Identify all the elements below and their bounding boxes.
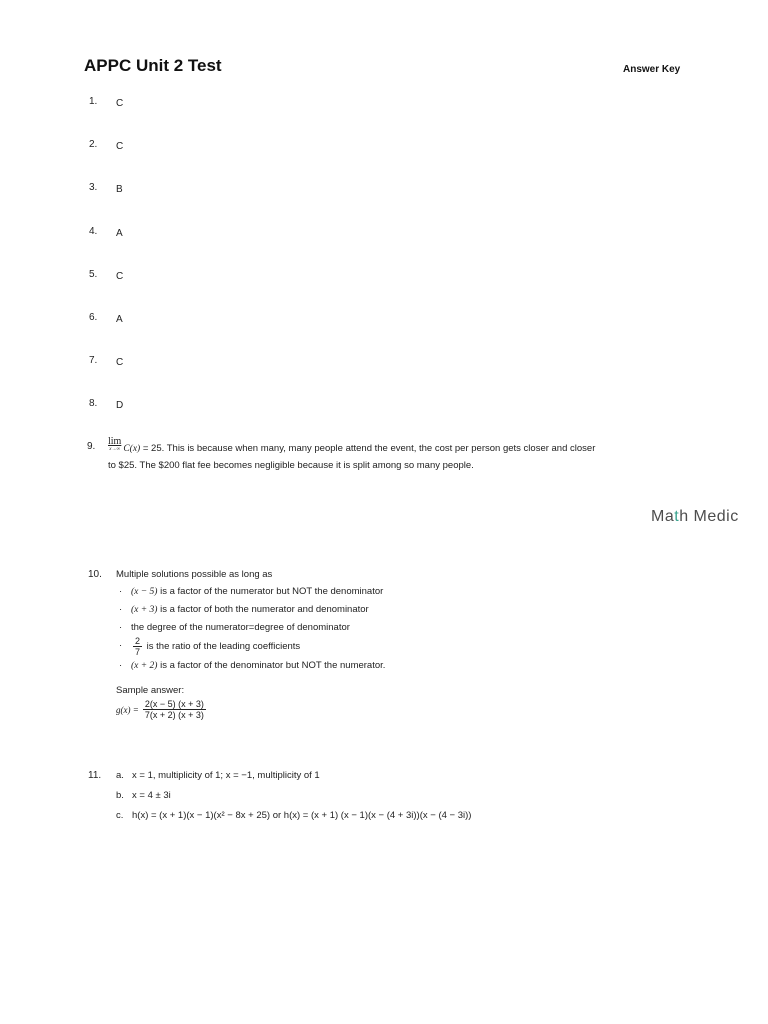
part-label: a.: [116, 770, 124, 781]
question-number: 4.: [89, 226, 98, 237]
limit-expression: C(x): [123, 444, 141, 454]
list-item: [116, 619, 676, 636]
limit-subscript: x→∞: [109, 447, 121, 452]
q10-conditions-list: [116, 583, 676, 675]
sample-fraction: [143, 699, 206, 720]
answer-value: B: [116, 184, 123, 195]
logo-text-2: h Medic: [679, 508, 739, 525]
q10-answer: [116, 566, 676, 720]
answer-value: A: [116, 228, 123, 239]
list-item-text: is a factor of both the numerator and denominator: [157, 604, 369, 615]
list-item: [116, 583, 676, 601]
answer-value: A: [116, 314, 123, 325]
q9-line-2: to $25. The $200 flat fee becomes negligible because it is split among so many people.: [108, 460, 474, 471]
q9-text-1: = 25. This is because when many, many people attend the event, the cost per person gets closer and closer: [140, 443, 596, 454]
fraction: [133, 636, 142, 657]
question-number: 6.: [89, 312, 98, 323]
q11-part-c: [116, 806, 736, 826]
logo-text-1: Ma: [651, 508, 675, 525]
fraction-denominator: 7: [135, 647, 141, 657]
sample-answer-expression: [116, 699, 676, 720]
answer-value: C: [116, 271, 124, 282]
q9-answer: [108, 438, 708, 475]
list-item-text: is the ratio of the leading coefficients: [144, 641, 301, 653]
question-number: 7.: [89, 355, 98, 366]
list-item: [116, 636, 676, 657]
list-item: [116, 657, 676, 675]
logo-text-accent: t: [674, 508, 680, 525]
q10-intro: Multiple solutions possible as long as: [116, 569, 273, 580]
part-content: x = 4 ± 3i: [132, 790, 171, 801]
answer-value: C: [116, 98, 124, 109]
answer-key-label: Answer Key: [623, 64, 681, 75]
list-item-text: the degree of the numerator=degree of denominator: [131, 622, 350, 633]
list-item: [116, 601, 676, 619]
page-title: APPC Unit 2 Test: [84, 56, 222, 75]
question-number: 10.: [88, 569, 102, 580]
question-number: 11.: [88, 770, 102, 781]
answer-value: D: [116, 400, 124, 411]
list-item-text: is a factor of the numerator but NOT the denominator: [157, 586, 384, 597]
q11-part-b: [116, 786, 736, 806]
limit-operator: lim: [108, 436, 122, 447]
math-expr: (x + 3): [131, 605, 158, 615]
math-expr: (x + 2): [131, 661, 158, 671]
math-medic-logo: [651, 508, 739, 526]
q11-part-a: [116, 766, 736, 786]
question-number: 8.: [89, 398, 98, 409]
part-label: c.: [116, 810, 124, 821]
fraction-numerator: · 2: [135, 636, 141, 646]
math-expr: (x − 5): [131, 587, 158, 597]
question-number: 1.: [89, 96, 98, 107]
part-content: x = 1, multiplicity of 1; x = −1, multiplicity of 1: [132, 770, 320, 781]
sample-lhs: g(x) =: [116, 704, 139, 715]
question-number: 3.: [89, 182, 98, 193]
list-item-text: is a factor of the denominator but NOT the numerator.: [157, 660, 386, 671]
q9-line-1: [108, 438, 708, 458]
question-number: 5.: [89, 269, 98, 280]
answer-value: C: [116, 141, 124, 152]
sample-answer-label: Sample answer:: [116, 685, 185, 696]
part-content: h(x) = (x + 1)(x − 1)(x² − 8x + 25) or h(x) = (x + 1) (x − 1)(x − (4 + 3i))(x − (4 − 3i)): [132, 810, 472, 821]
answer-value: C: [116, 357, 124, 368]
q11-answer: [116, 766, 736, 826]
question-number: 2.: [89, 139, 98, 150]
fraction-numerator: 2(x − 5) (x + 3): [144, 699, 204, 709]
part-label: b.: [116, 790, 124, 801]
question-number: 9.: [87, 441, 96, 452]
fraction-denominator: 7(x + 2) (x + 3): [144, 710, 204, 720]
limit-notation: [108, 438, 121, 454]
